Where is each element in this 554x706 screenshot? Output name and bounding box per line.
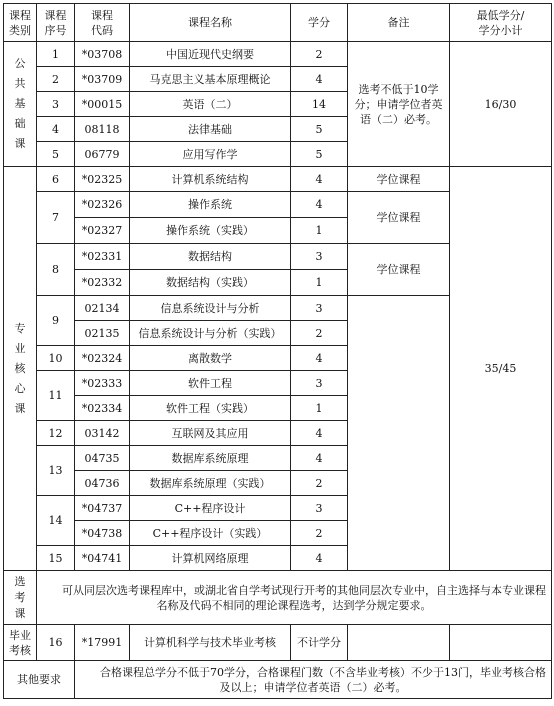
elective-row [4, 571, 552, 625]
course-seq: 5 [37, 142, 75, 167]
header-credit: 学分 [291, 4, 348, 42]
course-credit: 4 [291, 192, 348, 218]
course-name: 离散数学 [130, 346, 291, 371]
course-name: 互联网及其应用 [130, 421, 291, 446]
course-code: *04738 [75, 521, 130, 546]
course-credit: 3 [291, 371, 348, 396]
course-code: 02135 [75, 321, 130, 346]
other-description: 合格课程总学分不低于70学分，合格课程门数（不含毕业考核）不少于13门，毕业考核合格及以上；申请学位者英语（二）必考。 [75, 661, 552, 699]
course-credit: 4 [291, 546, 348, 571]
course-seq: 12 [37, 421, 75, 446]
course-credit: 4 [291, 346, 348, 371]
course-name: 英语（二） [130, 92, 291, 117]
course-name: 计算机网络原理 [130, 546, 291, 571]
course-code: 04736 [75, 471, 130, 496]
course-seq: 9 [37, 296, 75, 346]
header-min-credit: 最低学分/ 学分小计 [450, 4, 552, 42]
course-name: 中国近现代史纲要 [130, 42, 291, 67]
course-seq: 10 [37, 346, 75, 371]
group-core-label: 专 业 核 心 课 [4, 167, 37, 571]
course-credit: 2 [291, 321, 348, 346]
header-category: 课程 类别 [4, 4, 37, 42]
course-credit: 3 [291, 296, 348, 321]
group-graduation-label: 毕业 考核 [4, 625, 37, 661]
course-code: *00015 [75, 92, 130, 117]
course-credit: 5 [291, 117, 348, 142]
course-code: *02325 [75, 167, 130, 192]
course-seq: 13 [37, 446, 75, 496]
course-credit: 2 [291, 471, 348, 496]
course-credit: 2 [291, 42, 348, 67]
course-credit: 14 [291, 92, 348, 117]
course-code: 06779 [75, 142, 130, 167]
course-code: *17991 [75, 625, 130, 661]
table-row [4, 167, 552, 192]
course-name: 软件工程（实践） [130, 396, 291, 421]
degree-course-note: 学位课程 [348, 192, 450, 244]
course-credit: 4 [291, 446, 348, 471]
course-seq: 4 [37, 117, 75, 142]
header-seq: 课程 序号 [37, 4, 75, 42]
course-code: 02134 [75, 296, 130, 321]
other-row [4, 661, 552, 699]
course-code: *02333 [75, 371, 130, 396]
group-other-label: 其他要求 [4, 661, 75, 699]
course-credit: 3 [291, 244, 348, 270]
course-name: 数据结构 [130, 244, 291, 270]
course-credit: 4 [291, 421, 348, 446]
course-name: 操作系统 [130, 192, 291, 218]
course-name: 数据库系统原理（实践） [130, 471, 291, 496]
course-seq: 1 [37, 42, 75, 67]
course-code: *02324 [75, 346, 130, 371]
header-note: 备注 [348, 4, 450, 42]
course-seq: 6 [37, 167, 75, 192]
course-name: 软件工程 [130, 371, 291, 396]
course-code: *02326 [75, 192, 130, 218]
header-name: 课程名称 [130, 4, 291, 42]
course-seq: 16 [37, 625, 75, 661]
course-name: 数据结构（实践） [130, 270, 291, 296]
course-seq: 11 [37, 371, 75, 421]
course-code: 08118 [75, 117, 130, 142]
course-code: *03709 [75, 67, 130, 92]
course-code: 03142 [75, 421, 130, 446]
course-code: *04737 [75, 496, 130, 521]
course-code: *04741 [75, 546, 130, 571]
course-name: 信息系统设计与分析 [130, 296, 291, 321]
elective-description: 可从同层次选考课程库中，或湖北省自学考试现行开考的其他同层次专业中，自主选择与本专业课程名称及代码不相同的理论课程选考，达到学分规定要求。 [37, 571, 552, 625]
core-note-empty [348, 296, 450, 571]
course-credit: 不计学分 [291, 625, 348, 661]
course-code: *02334 [75, 396, 130, 421]
course-credit: 2 [291, 521, 348, 546]
course-name: 计算机系统结构 [130, 167, 291, 192]
course-seq: 8 [37, 244, 75, 296]
course-seq: 14 [37, 496, 75, 546]
course-name: 操作系统（实践） [130, 218, 291, 244]
graduation-row [4, 625, 552, 661]
course-seq: 3 [37, 92, 75, 117]
group-elective-label: 选 考 课 [4, 571, 37, 625]
course-credit: 5 [291, 142, 348, 167]
course-code: 04735 [75, 446, 130, 471]
course-name: 马克思主义基本原理概论 [130, 67, 291, 92]
course-credit: 1 [291, 270, 348, 296]
header-code: 课程 代码 [75, 4, 130, 42]
course-credit: 4 [291, 67, 348, 92]
course-credit: 4 [291, 167, 348, 192]
course-name: 应用写作学 [130, 142, 291, 167]
public-note: 选考不低于10学分；申请学位者英语（二）必考。 [348, 42, 450, 167]
curriculum-table [3, 3, 552, 699]
degree-course-note: 学位课程 [348, 244, 450, 296]
course-name: C++程序设计 [130, 496, 291, 521]
course-name: 法律基础 [130, 117, 291, 142]
public-subtotal: 16/30 [450, 42, 552, 167]
course-code: *02331 [75, 244, 130, 270]
course-credit: 3 [291, 496, 348, 521]
course-seq: 2 [37, 67, 75, 92]
course-name: C++程序设计（实践） [130, 521, 291, 546]
table-row [4, 42, 552, 67]
degree-course-note: 学位课程 [348, 167, 450, 192]
course-name: 计算机科学与技术毕业考核 [130, 625, 291, 661]
course-seq: 7 [37, 192, 75, 244]
course-credit: 1 [291, 396, 348, 421]
course-credit: 1 [291, 218, 348, 244]
group-public-label: 公 共 基 础 课 [4, 42, 37, 167]
course-code: *02327 [75, 218, 130, 244]
graduation-subtotal-empty [450, 625, 552, 661]
course-name: 数据库系统原理 [130, 446, 291, 471]
core-subtotal: 35/45 [450, 167, 552, 571]
course-code: *02332 [75, 270, 130, 296]
course-seq: 15 [37, 546, 75, 571]
graduation-note-empty [348, 625, 450, 661]
course-name: 信息系统设计与分析（实践） [130, 321, 291, 346]
header-row [4, 4, 552, 42]
course-code: *03708 [75, 42, 130, 67]
